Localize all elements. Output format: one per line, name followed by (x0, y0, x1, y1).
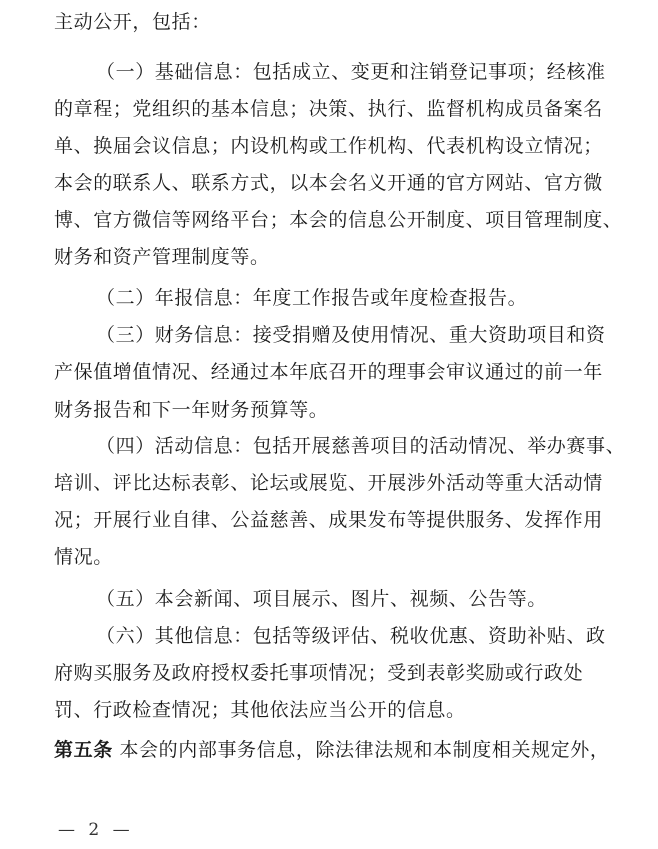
text-line: 单、换届会议信息；内设机构或工作机构、代表机构设立情况； (54, 135, 603, 157)
text-line: （六）其他信息：包括等级评估、税收优惠、资助补贴、政 (96, 625, 606, 647)
text-line: 财务报告和下一年财务预算等。 (54, 399, 329, 421)
text-line: （二）年报信息：年度工作报告或年度检查报告。 (96, 287, 528, 309)
page-number: — 2 — (58, 820, 134, 840)
text-line: （五）本会新闻、项目展示、图片、视频、公告等。 (96, 588, 547, 610)
article-line (54, 738, 614, 762)
text-line: 的章程；党组织的基本信息；决策、执行、监督机构成员备案名 (54, 98, 603, 120)
text-line: 产保值增值情况、经通过本年底召开的理事会审议通过的前一年 (54, 361, 603, 383)
text-line: 财务和资产管理制度等。 (54, 246, 270, 268)
text-line: 博、官方微信等网络平台；本会的信息公开制度、项目管理制度、 (54, 209, 623, 231)
text-line: （一）基础信息：包括成立、变更和注销登记事项；经核准 (96, 61, 606, 83)
text-line: 情况。 (54, 546, 113, 568)
text-line: 况；开展行业自律、公益慈善、成果发布等提供服务、发挥作用 (54, 509, 603, 531)
text-line: 主动公开，包括： (54, 11, 211, 33)
text-line: 罚、行政检查情况；其他依法应当公开的信息。 (54, 699, 466, 721)
article-text: 本会的内部事务信息，除法律法规和本制度相关规定外， (119, 739, 610, 761)
text-line: （四）活动信息：包括开展慈善项目的活动情况、举办赛事、 (96, 435, 626, 457)
text-line: 培训、评比达标表彰、论坛或展览、开展涉外活动等重大活动情 (54, 472, 603, 494)
text-line: 府购买服务及政府授权委托事项情况；受到表彰奖励或行政处 (54, 662, 584, 684)
text-line: 本会的联系人、联系方式，以本会名义开通的官方网站、官方微 (54, 172, 603, 194)
article-label: 第五条 (54, 739, 113, 761)
text-line: （三）财务信息：接受捐赠及使用情况、重大资助项目和资 (96, 324, 606, 346)
